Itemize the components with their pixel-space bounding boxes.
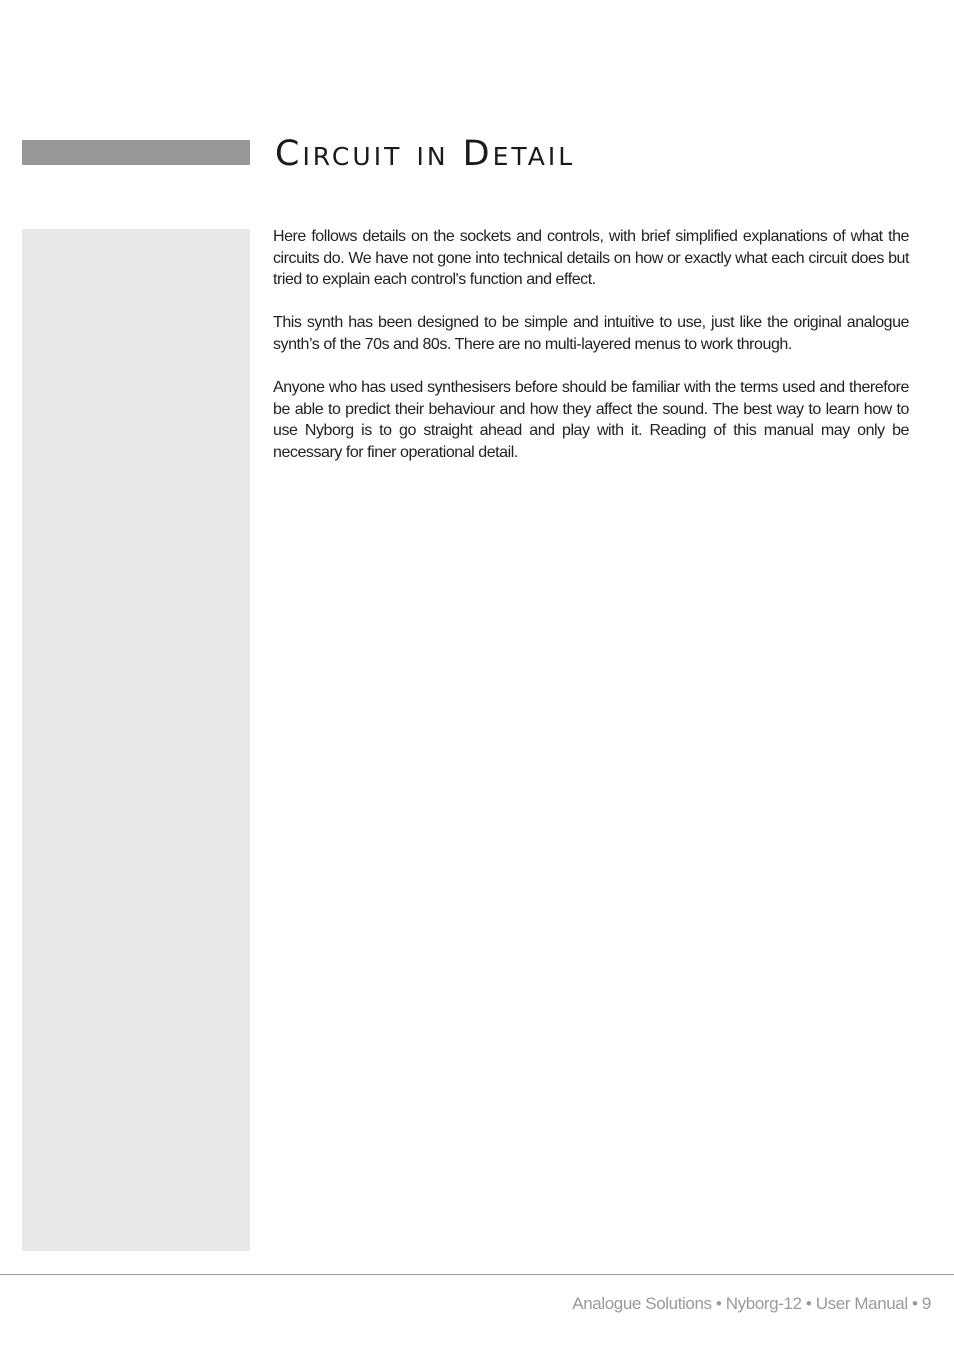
paragraph-intro: Here follows details on the sockets and controls, with brief simplified explanations of what the circuits do. We have not gone into technical details on how or exactly what each circuit does but tried to explain each control's function and effect. [273, 228, 909, 289]
footer-divider [0, 1274, 954, 1275]
paragraph-usage: Anyone who has used synthesisers before should be familiar with the terms used and therefore be able to predict their behaviour and how they affect the sound. The best way to learn how to use Nyborg is to go straight ahead and play with it. Reading of this manual may only be necessary for finer operational detail. [273, 379, 909, 461]
footer-text: Analogue Solutions • Nyborg-12 • User Manual • 9 [572, 1294, 931, 1313]
body-text [273, 226, 909, 485]
side-panel [22, 229, 250, 1251]
title-accent-bar [22, 140, 250, 165]
page-title: Circuit in Detail [275, 134, 576, 174]
paragraph-design: This synth has been designed to be simple and intuitive to use, just like the original analogue synth’s of the 70s and 80s. There are no multi-layered menus to work through. [273, 314, 909, 353]
